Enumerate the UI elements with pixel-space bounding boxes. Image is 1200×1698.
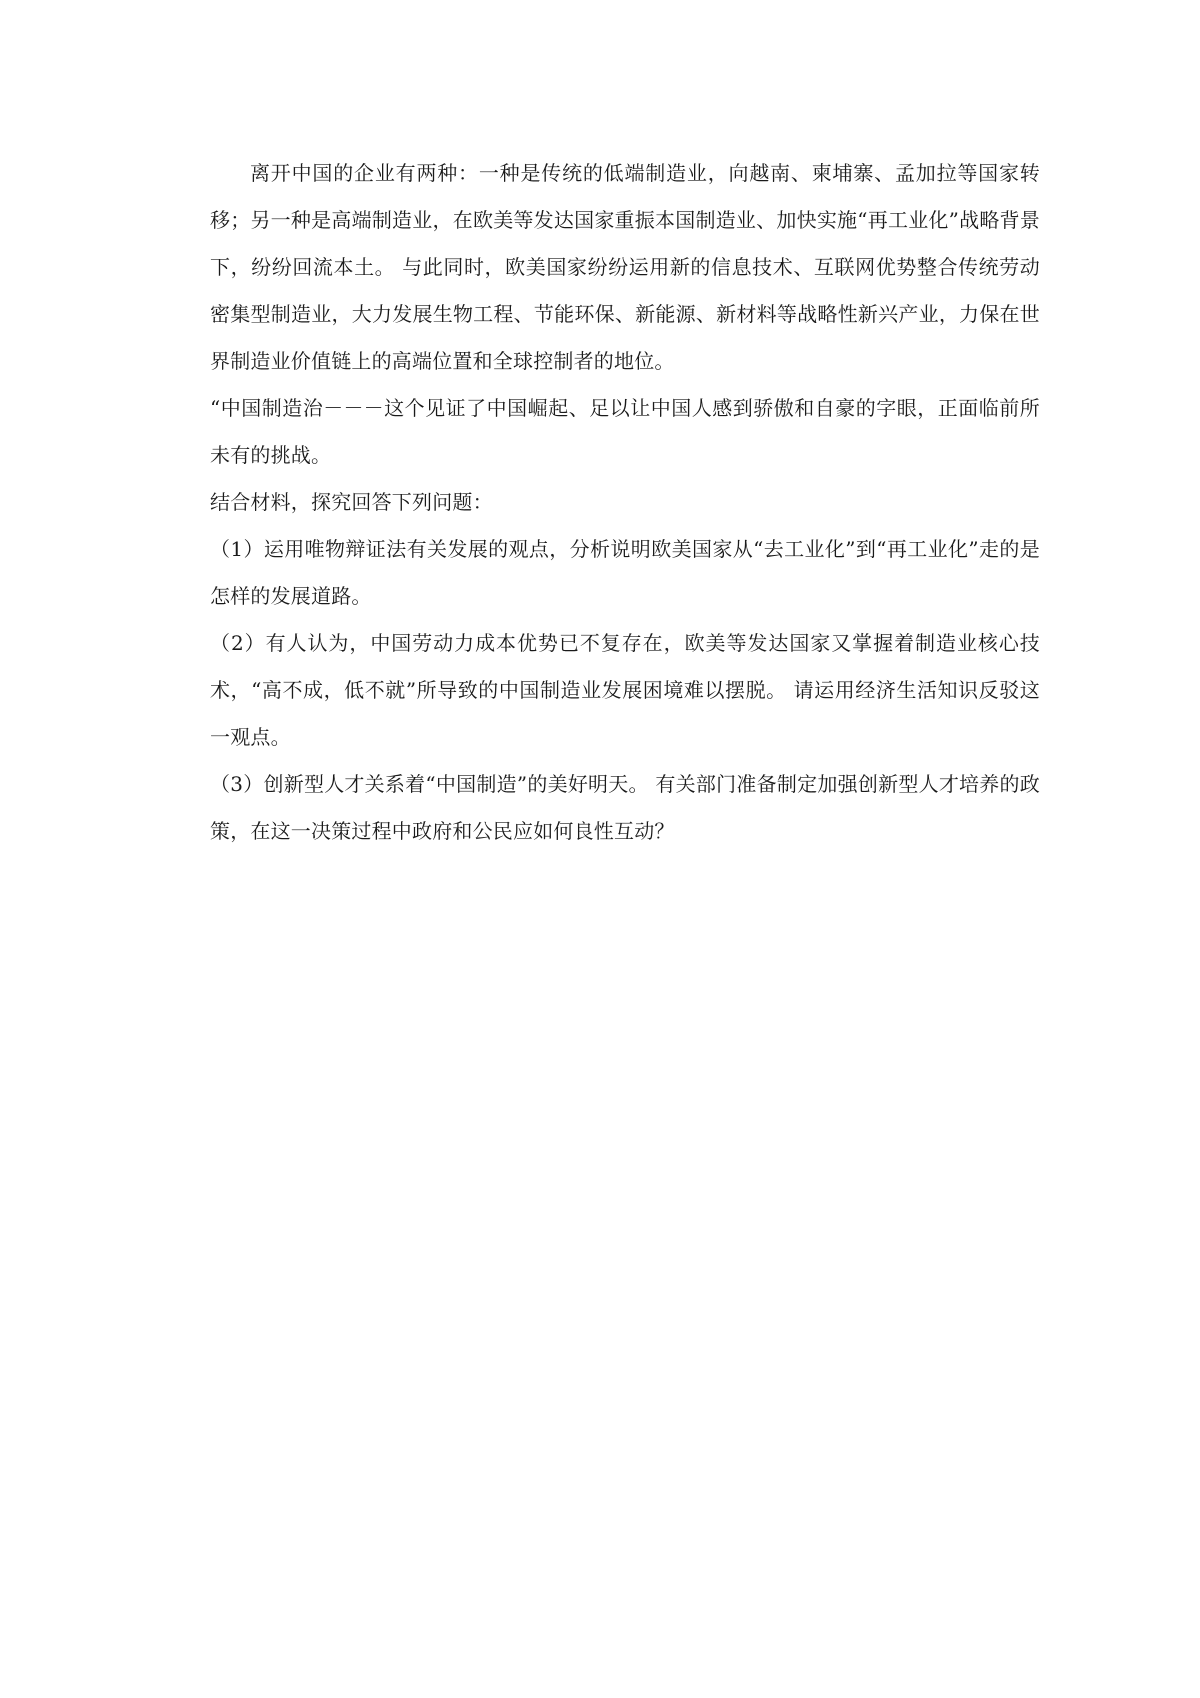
material-paragraph: 离开中国的企业有两种：一种是传统的低端制造业，向越南、柬埔寨、孟加拉等国家转移；另一种是高端制造业，在欧美等发达国家重振本国制造业、加快实施“再工业化”战略背景下，纷纷回流本土。 与此同时，欧美国家纷纷运用新的信息技术、互联网优势整合传统劳动密集型制造业，大力发展生物工程、节能环保、新能源、新材料等战略性新兴产业，力保在世界制造业价值链上的高端位置和全球控制者的地位。: [210, 161, 1040, 373]
question-1: （1）运用唯物辩证法有关发展的观点，分析说明欧美国家从“去工业化”到“再工业化”走的是怎样的发展道路。: [210, 537, 1040, 608]
instruction-text: 结合材料，探究回答下列问题：: [210, 490, 493, 514]
quote-paragraph: “中国制造治－－－这个见证了中国崛起、足以让中国人感到骄傲和自豪的字眼，正面临前所未有的挑战。: [210, 396, 1040, 467]
question-2: （2）有人认为，中国劳动力成本优势已不复存在，欧美等发达国家又掌握着制造业核心技术，“高不成，低不就”所导致的中国制造业发展困境难以摆脱。 请运用经济生活知识反驳这一观点。: [210, 631, 1040, 749]
document-body: [210, 150, 1040, 855]
question-3: （3）创新型人才关系着“中国制造”的美好明天。 有关部门准备制定加强创新型人才培养的政策，在这一决策过程中政府和公民应如何良性互动？: [210, 772, 1040, 843]
